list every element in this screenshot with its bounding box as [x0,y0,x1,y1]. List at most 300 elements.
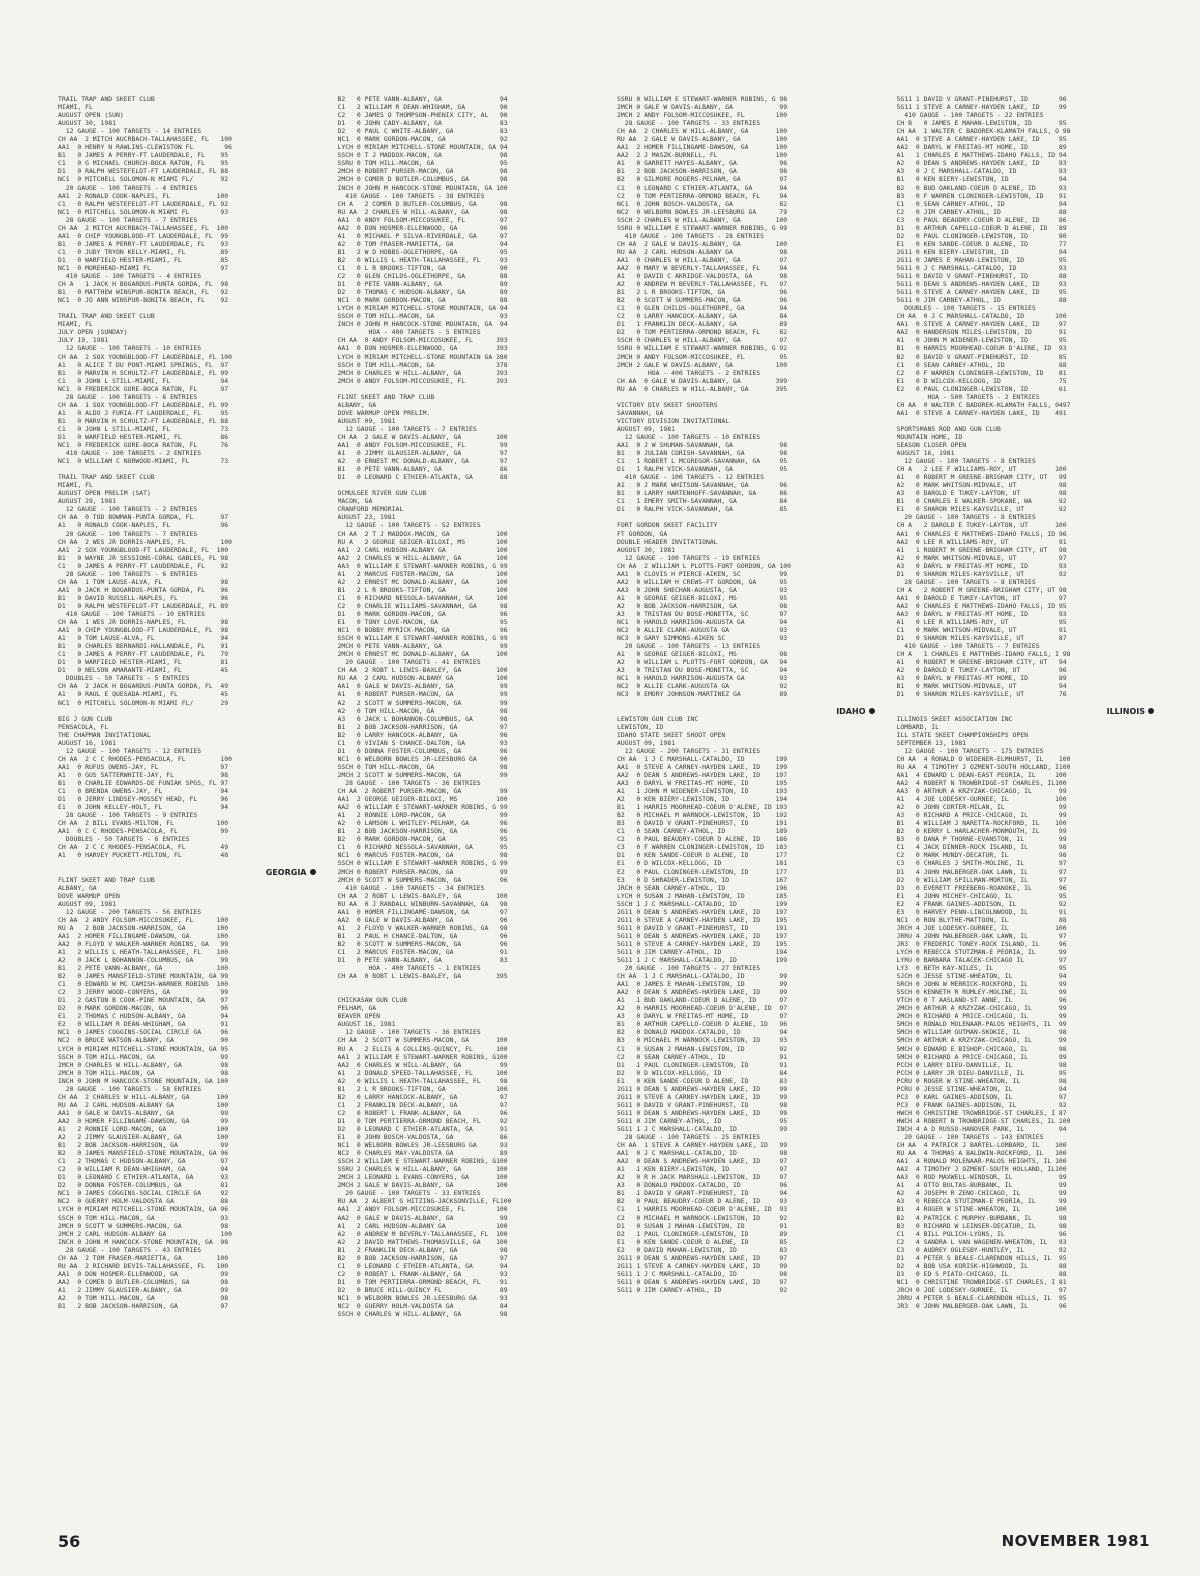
state-header-label: ILLINOIS [1106,706,1145,716]
result-line: 2MCH 2 ANDY FOLSOM-MICCOSUKEE, FL 100 [617,111,788,120]
result-line: AA1 2 GEORGE GEIGER-BILOXI, MS 100 [337,795,508,804]
result-line: 20 GAUGE - 100 TARGETS - 143 ENTRIES [896,1133,1044,1142]
result-line: 28 GAUGE - 100 TARGETS - 36 ENTRIES [337,778,481,787]
result-line: 2MCH 0 ROBERT PURSER-MACON, GA 99 [337,867,508,876]
result-line: E1 0 D WILCOX-KELLOGG, ID 75 [896,376,1067,385]
result-line: 2MCH 0 SCOTT W SUMMERS-MACON, GA 98 [58,1221,229,1230]
result-line [617,699,879,707]
result-line: A2 2 JIMMY GLAUSIER-ALBANY, GA 100 [58,1133,229,1142]
result-line: DOUBLES - 100 TARGETS - 15 ENTRIES [896,304,1036,313]
result-line: SJCH 0 JESSE STINE-WHEATON, IL 94 [896,972,1067,981]
result-line: B1 2 BOB JACKSON-HARRISON, GA 97 [58,1302,229,1311]
result-line: 12 GAUGE - 100 TARGETS - 10 ENTRIES [617,432,761,441]
result-line: 2G11 0 DEAN S ANDREWS-HAYDEN LAKE, ID 197 [617,907,788,916]
result-line: A2 0 TOM FRASER-MARIETTA, GA 94 [337,239,508,248]
result-line: MACON, GA [337,497,373,506]
result-line: 2MCH 0 PETE VANN-ALBANY, GA 99 [337,642,508,651]
result-line: INCH 0 JOHN M HANCOCK-STONE MOUNTAIN, GA 98 [58,1237,229,1246]
result-line: AUGUST 16, 1981 [896,449,955,458]
result-line: C3 0 AUDREY OGLESBY-HUNTLEY, IL 92 [896,1245,1067,1254]
result-line: NC1 0 FREDERICK GORE-BOCA RATON, FL 97 [58,384,229,393]
result-line: E1 0 SHARON MILES-KAYSVILLE, UT 92 [896,505,1067,514]
result-line: INCH 0 JOHN M HANCOCK-STONE MOUNTAIN, GA 94 [337,320,508,329]
result-line: A2 0 ANDREW M BEVERLY-TALLAHASSEE, FL 97 [617,280,788,289]
result-line: D1 0 WARFIELD HESTER-MIAMI, FL 81 [58,658,229,667]
result-line: C1 0 LEONARD C ETHIER-ATLANTA, GA 94 [337,1261,508,1270]
result-line: VTCH 0 0 T AASLAND-ST ANNE, IL 96 [896,996,1067,1005]
result-line: A2 2 ERNEST MC DONALD-ALBANY, GA 100 [337,577,508,586]
result-line: AA2 0 MARY W BEVERLY-TALLAHASSEE, FL 94 [617,263,788,272]
result-line: CH AA 2 ANDY FOLSOM-MICCOSUKEE, FL 100 [58,915,229,924]
result-line: SSCH 0 TOM HILL-MACON, GA 98 [337,762,508,771]
result-line: C1 0 SEAN CARNEY-ATHOL, ID 189 [617,827,788,836]
result-line: CH AA 2 SCOTT W SUMMERS-MACON, GA 100 [337,1036,508,1045]
result-line: B1 0 MARVIN H SCHULTZ-FT LAUDERDALE, FL 99 [58,368,229,377]
result-line [58,304,320,312]
result-line: LYCH 0 MIRIAM MITCHELL-STONE MOUNTAIN GA 380 [337,352,508,361]
result-line: A1 2 JIMMY GLAUSIER-ALBANY, GA 99 [58,1285,229,1294]
result-line: FT GORDON, GA [617,529,668,538]
result-line: E3 0 D SHRADER-LEWISTON, ID 167 [617,875,788,884]
state-header-idaho [836,707,874,716]
result-line: JULY 19, 1981 [58,336,109,345]
result-line: LYCH 0 SUSAN J MAHAN-LEWISTON, ID 185 [617,891,788,900]
result-line: B1 2 L R BROOKS-TIFTON, GA 100 [337,585,508,594]
result-line: HOA - 500 TARGETS - 2 ENTRIES [896,392,1040,401]
result-line: AA1 0 DON HOSMER-ELLENWOOD, GA 99 [58,1269,229,1278]
result-line: A2 2 SCOTT W SUMMERS-MACON, GA 99 [337,698,508,707]
result-line: 5MCH 0 RICHARD A PRICE-CHICAGO, IL 99 [896,1052,1067,1061]
result-line: 2G11 0 KEN BIERY-LEWISTON, ID 94 [896,247,1067,256]
result-line: AA1 0 STEVE A CARNEY-HAYDEN LAKE, ID 199 [617,762,788,771]
result-line: AA1 2 HOMER FILLINGAME-DAWSON, GA 100 [617,143,788,152]
result-line: B1 0 HARRIS MOORHEAD-COEUR D'ALENE, ID 93 [896,344,1067,353]
result-line: E3 0 HARVEY PENN-LINCOLNWOOD, IL 91 [896,907,1067,916]
result-line: D1 1 PAUL CLONINGER-LEWISTON, ID 91 [617,1060,788,1069]
result-line: D1 1 FRANKLIN DECK-ALBANY, GA 89 [617,320,788,329]
result-line: A2 4 JOSEPH R ZENO-CHICAGO, IL 99 [896,1189,1067,1198]
result-line: 2MCH 0 ROBERT PURSER-MACON, GA 98 [337,167,508,176]
results-column-1 [58,95,320,1510]
result-line: C1 0 JUDY TRYON KELLY-MIAMI, FL 89 [58,247,229,256]
result-line: 20 GAUGE - 100 TARGETS - 13 ENTRIES [617,642,761,651]
result-line: D1 0 NELSON AMARANTE-MIAMI, FL 45 [58,666,229,675]
result-line: C1 2 THOMAS C HUDSON-ALBANY, GA 97 [58,1157,229,1166]
result-line: HOA - 400 TARGETS - 5 ENTRIES [337,328,481,337]
result-line: NC1 0 JAMES COGGINS-SOCIAL CIRCLE GA 92 [58,1189,229,1198]
result-line: B2 0 GILMORE ROGERS-PELHAM, GA 97 [617,175,788,184]
result-line: B1 2 BOB JACKSON-HARRISON, GA 98 [617,167,788,176]
result-line: AA1 0 RUFUS OWENS-JAY, FL 97 [58,762,229,771]
result-line: AA2 0 DON HOSMER-ELLENWOOD, GA 96 [337,223,508,232]
result-line: 2MCH 0 ERNEST MC DONALD-ALBANY, GA 100 [337,650,508,659]
result-line: CH AA 2 GALE W DAVIS-ALBANY, GA 100 [337,432,508,441]
result-line: A1 2 WILLIS L HEATH-TALLAHASSEE, FL 100 [58,947,229,956]
result-line: PENSACOLA, FL [58,722,109,731]
result-line: JULY OPEN (SUNDAY) [58,328,128,337]
result-line: E1 4 JOHN MICHEY-CHICAGO, IL 95 [896,891,1067,900]
result-line: A1 0 GEORGE GEIGER-BILOXI, MS 98 [617,650,788,659]
result-line: C1 0 RALPH WESTEFELDT-FT LAUDERDALE, FL 92 [58,199,229,208]
result-line: SSCH 0 KENNETH R RUMLEY-MOLINE, IL 99 [896,988,1067,997]
result-line: A2 0 WILLIAM L PLOTTS-FORT GORDON, GA 94 [617,658,788,667]
result-line: AA1 4 EDWARD L DEAN-EAST PEORIA, IL 100 [896,770,1067,779]
result-line: D1 0 SUSAN J MAHAN-LEWISTON, ID 91 [617,1221,788,1230]
result-line: AA1 0 JAMES E MAHAN-LEWISTON, ID 99 [617,980,788,989]
result-line: 2G11 0 STEVE A CARNEY-HAYDEN LAKE, ID 195 [617,915,788,924]
result-line: B1 4 WILLIAM J NARETTA-ROCKFORD, IL 100 [896,819,1067,828]
result-line: MIAMI, FL [58,320,93,329]
result-line: NC2 0 GUERRY HOLM-VALDOSTA GA 88 [58,1197,229,1206]
result-line: 410 GAUGE - 100 TARGETS - 12 ENTRIES [617,473,764,482]
result-line: SSRU 0 WILLIAM E STEWART-WARNER ROBINS, G 98 [617,95,788,103]
result-line: E2 0 DAVID MAHAN-LEWISTON, ID 83 [617,1245,788,1254]
result-line: CH A 1 JACK H BOGARDUS-PUNTA GORDA, FL 98 [58,280,229,289]
result-line: CH AA 2 ROBT L LEWIS-BAXLEY, GA 100 [337,891,508,900]
result-line: A1 0 JOHN M WIDENER-LEWISTON, ID 95 [896,336,1067,345]
result-line: AA1 0 GALE W DAVIS-ALBANY, GA 99 [337,682,508,691]
result-line: VICTORY DIVISION INVITATIONAL [617,416,730,425]
result-line: 28 GAUGE - 100 TARGETS - 6 ENTRIES [58,392,198,401]
result-line: C2 0 ROBERT L FRANK-ALBANY, GA 96 [337,1108,508,1117]
result-line: 5G11 0 DAVID V GRANT-PINEHURST, ID 88 [896,272,1067,281]
result-line [58,707,320,715]
result-line: A1 0 MICHAEL P SILVA-RIVERDALE, GA 97 [337,231,508,240]
result-line: NC1 0 JOHN BOSCH-VALDOSTA, GA 82 [617,199,788,208]
result-line: A1 0 HARVEY PUCKETT-MILTON, FL 48 [58,851,229,860]
result-line: RU A 2 GEORGE GEIGER-BILOXI, MS 100 [337,537,508,546]
result-line: C1 0 BRENDA OWENS-JAY, FL 94 [58,787,229,796]
result-line: C2 0 TOM PERTIERRA-ORMOND BEACH, FL 94 [617,191,788,200]
result-line: AA1 0 STEVE A CARNEY-HAYDEN LAKE, ID 491 [896,408,1067,417]
result-line: NC1 0 RON BLYTHE-MATTOON, IL 88 [896,915,1067,924]
result-line: 2MCH 0 COMER D BUTLER-COLUMBUS, GA 98 [337,175,508,184]
result-line: B1 2 BOB JACKSON-HARRISON, GA 97 [337,722,508,731]
result-line: B2 0 DAVID V GRANT-PINEHURST, ID 85 [896,352,1067,361]
result-line: A2 0 MARK WHITSON-MIDVALE, UT 98 [896,481,1067,490]
result-line: CH AA 2 ROBT L LEWIS-BAXLEY, GA 100 [337,666,508,675]
result-line: 2G11 0 DEAN S ANDREWS-HAYDEN LAKE, ID 97 [617,1253,788,1262]
result-line: LYCH 0 MIRIAM MITCHELL-STONE MOUNTAIN, GA 96 [58,1205,229,1214]
result-line: 2G11 0 DEAN S ANDREWS-HAYDEN LAKE, ID 99 [617,1084,788,1093]
result-line: LYCH 0 MIRIAM MITCHELL-STONE MOUNTAIN, GA 94 [337,143,508,152]
result-line: AA1 0 CHARLES E MATTHEWS-IDAHO FALLS, ID 96 [896,529,1067,538]
result-line: SSCH 1 J C MARSHALL-CATALDO, ID 199 [617,899,788,908]
result-line: 5G11 0 STEVE A CARNEY-HAYDEN LAKE, ID 195 [617,939,788,948]
result-line: D2 0 D WILCOX-KELLOGG, ID 84 [617,1068,788,1077]
result-line: INCH 4 A D RUSSO-HANOVER PARK, IL 94 [896,1125,1067,1133]
result-line: SSCH 0 WILLIAM E STEWART-WARNER ROBINS, G 99 [337,634,508,643]
result-line: 5G11 0 STEVE A CARNEY-HAYDEN LAKE, ID 95 [896,288,1067,297]
result-line: A2 0 DAROLD E TUKEY-LAYTON, UT 96 [896,666,1067,675]
result-line: NC1 0 MITCHELL SOLOMON-N MIAMI FL/ 92 [58,175,229,184]
result-line: C1 0 GLEN CHILDS-OGLETHORPE, GA 94 [617,304,788,313]
result-line: 12 GAUGE - 100 TARGETS - 175 ENTRIES [896,746,1044,755]
result-line: AUGUST 09, 1981 [617,424,676,433]
result-line: FORT GORDON SKEET FACILITY [617,521,718,530]
result-line: RU AA 2 RICHARD DEVIS-TALLAHASSEE, FL 100 [58,1261,229,1270]
result-line: CH AA 0 TOD BOWMAN-PUNTA GORDA, FL 97 [58,513,229,522]
result-line: D2 0 BRUCE HILL-QUINCY FL 89 [337,1285,508,1294]
result-line: CH AA 2 T J MADDOX-MACON, GA 100 [337,529,508,538]
result-line: NC1 0 BOBBY MYRICK-MACON, GA 96 [337,626,508,635]
result-line: C1 0 SEAN CARNEY-ATHOL, ID 88 [896,360,1067,369]
result-line: B1 0 MATTHEW WINSPUR-BONITA BEACH, FL 92 [58,288,229,297]
result-line: SSRU 0 WILLIAM E STEWART-WARNER ROBINS, G 99 [617,223,788,232]
result-line: AUGUST 30, 1981 [617,545,676,554]
result-line: AA2 0 GALE W DAVIS-ALBANY, GA 99 [337,1213,508,1222]
result-line: FLINT SKEET AND TRAP CLUB [337,392,435,401]
result-line: SSCH 0 WILLIAM E STEWART-WARNER ROBINS, G 99 [337,859,508,868]
result-line: AA2 0 HANDERSON MILES-LEWISTON, ID 91 [896,328,1067,337]
result-line: 5G11 1 STEVE A CARNEY-HAYDEN LAKE, ID 99 [896,103,1067,112]
issue-date: NOVEMBER 1981 [1001,1532,1150,1550]
result-line: MIAMI, FL [58,481,93,490]
result-line: A2 0 BOB JACKSON-HARRISON, GA 98 [617,601,788,610]
result-line: AA2 0 DARYL W FREITAS-MT HOME, ID 89 [896,143,1067,152]
result-line: D2 0 DONNA FOSTER-COLUMBUS, GA 81 [58,1181,229,1190]
result-line: RU AA 2 GALE W DAVIS-ALBANY, GA 100 [617,135,788,144]
result-line [58,465,320,473]
result-line: 410 GAUGE - 100 TARGETS - 38 ENTRIES [337,191,485,200]
result-line: SEASON CLOSER OPEN [896,441,967,450]
result-line: AUGUST OPEN (SUN) [58,111,124,120]
result-line: JRRU 4 JOHN MALBERGER-OAK LAWN, IL 97 [896,931,1067,940]
result-line: C3 0 PAUL BEAUDRY-COEUR D ALENE, ID 86 [896,215,1067,224]
result-line: AA1 0 J W SHUMAN-SAVANNAH, GA 98 [617,441,788,450]
result-line: THE CHAPMAN INVITATIONAL [58,730,151,739]
result-line: 2MCH 0 ANDY FOLSOM-MICCOSUKEE, FL 95 [617,352,788,361]
result-line: 410 GAUGE - 100 TARGETS - 22 ENTRIES [896,111,1044,120]
result-line: AA1 0 HOMER FILLINGAME-DAWSON, GA 97 [337,907,508,916]
result-line: A2 0 JACK L BOHANNON-COLUMBUS, GA 99 [58,956,229,965]
result-line: PC3 0 FRANK GAINES-ADDISON, IL 92 [896,1100,1067,1109]
result-line: CH AA 1 WES JR DORRIS-NAPLES, FL 98 [58,618,229,627]
result-line: RU A 2 ELLIS A COLLINS-QUINCY, FL 100 [337,1044,508,1053]
result-line: D1 4 PETER S BEALE-CLARENDON HILLS, IL 95 [896,1253,1067,1262]
result-line: CH AA 4 PATRICK J BARTEL-LOMBARD, IL 100 [896,1141,1067,1150]
result-line: B3 0 DANA P THORNE-EVANSTON, IL 99 [896,835,1067,844]
result-line: B3 0 MICHAEL M WARNOCK-LEWISTON, ID 93 [617,1036,788,1045]
result-line: AA2 0 DEAN S ANDREWS-HAYDEN LAKE, ID 97 [617,1157,788,1166]
result-line: A3 0 DARYL W FREITAS-MT HOME, ID 89 [896,674,1067,683]
result-line: 5MCH 0 EDWARD E BISHOP-CHICAGO, IL 98 [896,1044,1067,1053]
result-line: B2 0 PETE VANN-ALBANY, GA 94 [337,95,508,103]
result-line: 410 GAUGE - 100 TARGETS - 7 ENTRIES [896,642,1040,651]
result-line [338,980,600,988]
result-line: E2 0 PAUL CLONINGER-LEWISTON, ID 61 [896,384,1067,393]
result-line: PCRU 0 JESSE STINE-WHEATON, IL 94 [896,1084,1067,1093]
result-line: AUGUST 16, 1981 [58,738,117,747]
result-line: B2 0 MICHAEL M WARNOCK-LEWISTON, ID 192 [617,811,788,820]
result-line: B1 0 PETE VANN-ALBANY, GA 86 [337,465,508,474]
result-line: JRCH 0 JOE LODESKY-GURNEE, IL 97 [896,1285,1067,1294]
result-line: C2 4 SANDRA L VAN WAGENEN-WHEATON, IL 93 [896,1237,1067,1246]
result-line: C1 2 WILLIAM R DEAN-WHIGHAM, GA 90 [337,103,508,112]
result-line: C1 0 JOHN L STILL-MIAMI, FL 94 [58,376,229,385]
result-line: CH AA 0 ANDY FOLSOM-MICCOSUKEE, FL 393 [337,336,508,345]
result-line: AA2 0 GALE W DAVIS-ALBANY, GA 96 [337,915,508,924]
result-line: CH AA 2 ROBERT PURSER-MACON, GA 99 [337,787,508,796]
result-line: RU AA 2 CHARLES W HILL-ALBANY, GA 98 [337,207,508,216]
result-line [338,385,600,393]
result-line: E1 0 KEN SANDE-COEUR D ALENE, ID 85 [617,1237,788,1246]
result-line: CH AA 1 TOM LAUSE-ALVA, FL 98 [58,577,229,586]
result-line: C1 0 G MICHAEL CHURCH-BOCA RATON, FL 95 [58,159,229,168]
result-line: C1 4 BILL POLICH-LYONS, IL 96 [896,1229,1067,1238]
result-line: D1 0 SHARON MILES-KAYSVILLE, UT 87 [896,634,1067,643]
result-line: D1 0 PETE VANN-ALBANY, GA 83 [337,956,508,965]
result-line: PCCH 0 LARRY DIEU-DANVILLE, IL 98 [896,1060,1067,1069]
result-line: SSRU 2 CHARLES W HILL-ALBANY, GA 100 [337,1165,508,1174]
result-line: 20 GAUGE - 100 TARGETS - 41 ENTRIES [337,658,481,667]
result-line: A3 0 DONALD MADDOX-CATALDO, ID 96 [617,1181,788,1190]
bullet-dot-icon [310,869,316,875]
result-line: B1 2 L R BROOKS-TIFTON, GA 96 [617,288,788,297]
result-line: CH AA 2 GALE W DAVIS-ALBANY, GA 100 [617,239,788,248]
result-line: B1 0 CHARLES E WALKER-SPOKANE, WA 92 [896,497,1067,506]
result-line: A2 0 R H JACK MARSHALL-LEWISTON, ID 97 [617,1173,788,1182]
result-line [338,988,600,996]
result-line: NC3 0 GARY SIMMONS-AIKEN SC 93 [617,634,788,643]
result-line: AA3 0 WILLIAM E STEWART-WARNER ROBINS, G 99 [337,561,508,570]
result-line: AA1 0 STEVE A CARNEY-HAYDEN LAKE, ID 97 [896,320,1067,329]
result-line: A1 2 MARCUS FOSTER-MACON, GA 100 [337,569,508,578]
result-line: C1 1 ROBERT L MCGREGOR-SAVANNAH, GA 95 [617,457,788,466]
result-line: D1 0 MARK GORDON-MACON, GA 96 [337,610,508,618]
result-line: 5G11 0 JIM CARNEY-ATHOL, ID 194 [617,947,788,956]
result-line: C1 0 RICHARD NESSOLA-SAVANNAH, GA 100 [337,593,508,602]
result-line: LYRU 0 BARBARA TALACEK-CHICAGO IL 97 [896,956,1067,965]
result-line: CH AA 0 GALE W DAVIS-ALBANY, GA 399 [617,376,788,385]
result-line: E1 0 TONY LOVE-MACON, GA 95 [337,618,508,627]
result-line: LYCH 0 MIRIAM MITCHELL-STONE MOUNTAIN, GA 95 [58,1044,229,1053]
result-line: 2G11 1 STEVE A CARNEY-HAYDEN LAKE, ID 99 [617,1261,788,1270]
result-line: 2MCH 2 LEONARD L EVANS-CONYERS, GA 100 [337,1173,508,1182]
result-line: NC1 0 HAROLD HARRISON-AUGUSTA GA 94 [617,618,788,627]
result-line: MOUNTAIN HOME, ID [896,432,963,441]
result-line: VICTORY DIV SKEET SHOOTERS [617,400,718,409]
result-line: B1 0 ARTHUR CAPELLO-COEUR D ALENE, ID 96 [617,1020,788,1029]
result-line: AA1 0 HENRY N RAWLINS-CLEWISTON FL 96 [58,143,233,152]
result-line: 28 GAUGE - 100 TARGETS - 33 ENTRIES [617,119,761,128]
result-line: TRAIL TRAP AND SKEET CLUB [58,473,155,482]
result-line: CH AA 2 WES JR DORRIS-NAPLES, FL 100 [58,537,233,546]
result-line: SEPTEMBER 13, 1981 [896,738,967,747]
result-line: OCMULGEE RIVER GUN CLUB [337,489,427,498]
result-line: HWCH 0 CHRISTINE TROWBRIDGE-ST CHARLES, I 87 [896,1108,1067,1117]
result-line: DOUBLE HEADER INVITATIONAL [617,537,718,546]
result-line: 2MCH 0 GALE W DAVIS-ALBANY, GA 99 [617,103,788,112]
result-line: 12 GAUGE - 100 TARGETS - 2 ENTRIES [58,505,198,514]
result-line: C1 0 MARK WHITSON-MIDVALE, UT 91 [896,626,1067,635]
result-line: 2MCH 2 SCOTT W SUMMERS-MACON, GA 99 [337,770,508,779]
result-line: D2 0 LEONARD C ETHIER-ATLANTA, GA 91 [337,1125,508,1133]
result-line: NC2 0 BRUCE WATSON-ALBANY, GA 90 [58,1036,229,1045]
result-line: ALBANY, GA [337,400,377,409]
result-line: D2 0 WILLIAM SPILLMAN-MORTON, IL 97 [896,875,1067,884]
result-line [58,859,320,867]
result-line: AA2 0 HOMER FILLINGAME-DAWSON, GA 99 [58,1116,229,1125]
result-line: C2 0 JIM CARNEY-ATHOL, ID 88 [896,207,1067,216]
result-line: A1 0 ROBERT PURSER-MACON, GA 99 [337,690,508,699]
result-line: IDAHO STATE SKEET SHOOT OPEN [617,730,726,739]
result-line: 5G11 1 DAVID V GRANT-PINEHURST, ID 96 [896,95,1067,103]
result-line: D1 0 SHARON MILES-KAYSVILLE, UT 76 [896,690,1067,699]
result-line: LOMBARD, IL [896,722,940,731]
result-line: D1 0 SHARON MILES-KAYSVILLE, UT 92 [896,569,1067,578]
result-line: NC1 0 MOREHEAD-MIAMI FL 97 [58,263,229,272]
result-line: CH AA 2 WILLIAM L PLOTTS-FORT GORDON, GA 100 [617,561,792,570]
result-line: B2 0 LARRY HANCOCK-ALBANY, GA 96 [337,730,508,739]
result-line: A1 2 RONNIE LORD-MACON, GA 99 [337,811,508,820]
result-line: E2 0 PAUL CLONINGER-LEWISTON, ID 177 [617,867,788,876]
result-line: A2 0 LAMSON L WHITLEY-PELHAM, GA 96 [337,819,508,828]
result-line: C1 0 EDWARD W MC CAMISH-WARNER ROBINS 100 [58,980,229,989]
result-line: C3 0 F WARREN CLONINGER-LEWISTON, ID 183 [617,843,788,852]
result-line: SPORTSMANS ROD AND GUN CLUB [896,424,1001,433]
result-line: D2 0 TOM PERTIERRA-ORMOND BEACH, FL 82 [617,328,788,337]
result-line: E1 2 THOMAS C HUDSON-ALBANY, GA 94 [58,1012,229,1021]
result-line: LYCH 0 MIRIAM MITCHELL-STONE MOUNTAIN, GA 94 [337,304,508,313]
result-line: NC1 0 HAROLD HARRISON-AUGUSTA GA 93 [617,674,788,683]
result-line: D1 1 RALPH VICK-SAVANNAH, GA 95 [617,465,788,474]
result-line: 12 GAUGE - 100 TARGETS - 52 ENTRIES [337,521,481,530]
result-line: CH AA 1 SOX YOUNGBLOOD-FT LAUDERDALE, FL 99 [58,400,229,409]
result-line: B1 2 L R BROOKS-TIFTON, GA 100 [337,1084,508,1093]
result-line: C1 0 SEAN CARNEY-ATHOL, ID 94 [896,199,1067,208]
result-line: 2MCH 2 GALE W DAVIS-ALBANY, GA 100 [337,1181,508,1190]
result-line: ALBANY, GA [58,883,97,892]
result-line: B2 4 PATRICK C MURPHY-BURBANK, IL 98 [896,1213,1067,1222]
result-line: A3 0 DARYL W FREITAS-MT HOME, ID 93 [896,561,1067,570]
result-line: CH AA 1 J C MARSHALL-CATALDO, ID 99 [617,972,788,981]
result-line: 5MCH 0 RONALD MOLENAAR-PALOS HEIGHTS, IL 99 [896,1020,1067,1029]
result-line: AA1 0 J C MARSHALL-CATALDO, ID 98 [617,1149,788,1158]
result-line: 20 GAUGE - 100 TARGETS - 8 ENTRIES [896,513,1036,522]
result-line: 12 GAUGE - 100 TARGETS - 7 ENTRIES [337,424,477,433]
result-line: 28 GAUGE - 100 TARGETS - 8 ENTRIES [896,577,1036,586]
result-line: A1 2 DONALD SPEED-TALLAHASSEE, FL 100 [337,1068,508,1077]
result-line: 410 GAUGE - 100 TARGETS - 10 ENTRIES [58,610,205,618]
result-line: E1 0 JOHN BOSCH-VALDOSTA, GA 86 [337,1133,508,1142]
result-line: 5G11 0 DEAN S ANDREWS-HAYDEN LAKE, ID 97 [617,1277,788,1286]
result-line: SSCH 0 TOM HILL-MACON, GA 93 [58,1213,229,1222]
result-line: AA2 4 TIMOTHY J OZMENT-SOUTH HOLLAND, IL100 [896,1165,1067,1174]
result-line: B1 0 MARK WHITSON-MIDVALE, UT 94 [896,682,1067,691]
result-line: NC1 0 CHRISTINE TROWBRIDGE-ST CHARLES, I 81 [896,1277,1067,1286]
result-line: A3 0 TRISTAN DU BOSE-MONETTA, SC 94 [617,666,788,675]
result-line: C1 0 RICHARD NESSOLA-SAVANNAH, GA 95 [337,843,508,852]
result-line: AA1 0 DAROLD E TUKEY-LAYTON, UT 97 [896,593,1067,602]
result-line: 5G11 1 J C MARSHALL-CATALDO, ID 98 [617,1269,788,1278]
result-line: E2 0 WILLIAM R DEAN-WHIGHAM, GA 91 [58,1020,229,1029]
result-line: A1 0 DAVID C AKRIDGE-VALDOSTA, GA 98 [617,272,788,281]
result-line: ILLINOIS SKEET ASSOCIATION INC [896,714,1013,723]
result-line: E2 4 FRANK GAINES-ADDISON, IL 92 [896,899,1067,908]
result-line: SAVANNAH, GA [617,408,664,417]
result-line [338,481,600,489]
result-line: D1 2 GASTON B COOK-PINE MOUNTAIN, GA 97 [58,996,229,1005]
page-number: 56 [58,1532,81,1551]
result-line: B1 2 BOB JACKSON-HARRISON, GA 99 [58,1141,229,1150]
result-line: C1 4 JACK DINNER-ROCK ISLAND, IL 98 [896,843,1067,852]
result-line: AA2 0 COMER D BUTLER-COLUMBUS, GA 98 [58,1277,229,1286]
result-line: NC2 0 ALLIE CLARK-AUGUSTA GA 92 [617,682,788,691]
result-line: PC3 0 KARL GAINES-ADDISON, IL 97 [896,1092,1067,1101]
result-line: D1 0 JERRY LINDSEY-MOSSEY HEAD, FL 96 [58,795,229,804]
result-line: RU AA 0 J RANDALL WINBURN-SAVANNAH, GA 98 [337,899,508,908]
